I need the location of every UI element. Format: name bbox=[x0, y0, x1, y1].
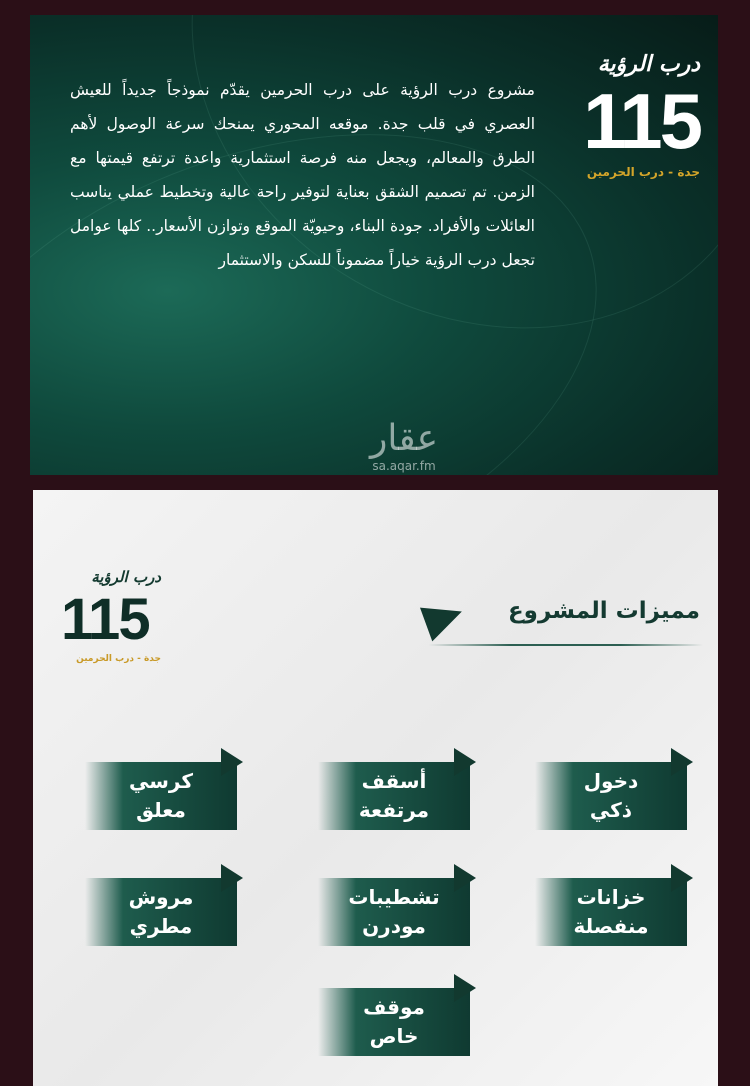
logo-subtitle: جدة - درب الحرمين bbox=[76, 654, 161, 664]
triangle-icon bbox=[221, 748, 243, 776]
feature-tile bbox=[318, 878, 470, 946]
triangle-icon bbox=[454, 748, 476, 776]
feature-line1: أسقف bbox=[361, 769, 427, 793]
logo-number: 115 bbox=[583, 77, 700, 165]
title-underline bbox=[428, 644, 703, 646]
feature-line2: ذكي bbox=[589, 798, 633, 822]
feature-line2: مطري bbox=[129, 914, 193, 938]
triangle-icon bbox=[454, 974, 476, 1002]
feature-tile bbox=[318, 988, 470, 1056]
triangle-icon bbox=[221, 864, 243, 892]
feature-line2: معلق bbox=[136, 798, 186, 822]
project-logo bbox=[61, 566, 161, 666]
feature-line2: مودرن bbox=[362, 914, 426, 938]
feature-line1: كرسي bbox=[129, 769, 193, 793]
logo-name: درب الرؤية bbox=[91, 568, 161, 586]
feature-line1: مروش bbox=[128, 885, 194, 909]
triangle-icon bbox=[671, 748, 693, 776]
feature-line1: خزانات bbox=[576, 885, 646, 909]
project-features-panel bbox=[33, 490, 718, 1086]
logo-subtitle: جدة - درب الحرمين bbox=[586, 165, 700, 179]
triangle-icon bbox=[671, 864, 693, 892]
feature-tile bbox=[318, 762, 470, 830]
logo-name: درب الرؤية bbox=[597, 51, 700, 77]
triangle-icon bbox=[454, 864, 476, 892]
watermark-text: عقار bbox=[370, 418, 439, 459]
feature-line1: تشطيبات bbox=[348, 885, 440, 909]
feature-tile bbox=[535, 762, 687, 830]
feature-line1: موقف bbox=[363, 995, 425, 1019]
logo-number: 115 bbox=[61, 587, 149, 652]
triangle-icon bbox=[420, 595, 468, 642]
feature-line2: مرتفعة bbox=[358, 798, 430, 822]
watermark-url: sa.aqar.fm bbox=[372, 459, 436, 473]
feature-tile bbox=[85, 762, 237, 830]
feature-line2: خاص bbox=[369, 1024, 419, 1048]
features-title: مميزات المشروع bbox=[507, 598, 700, 624]
feature-tile bbox=[85, 878, 237, 946]
aqar-watermark bbox=[370, 419, 438, 474]
project-logo bbox=[583, 49, 700, 181]
project-description: مشروع درب الرؤية على درب الحرمين يقدّم نموذجاً جديداً للعيش العصري في قلب جدة. موقعه المحوري يمنحك سرعة الوصول لأهم الطرق والمعالم، ويجعل منه فرصة استثمارية واعدة ترتفع قيمتها مع الزمن. تم تصميم الشقق بعناية لتوفير راحة عالية وتخطيط عملي يناسب العائلات والأفراد. جودة البناء، وحيويّة الموقع وتوازن الأسعار.. كلها عوامل تجعل درب الرؤية خياراً مضموناً للسكن والاستثمار bbox=[70, 81, 535, 269]
feature-line2: منفصلة bbox=[573, 914, 649, 938]
feature-tile bbox=[535, 878, 687, 946]
project-description-panel bbox=[30, 15, 718, 475]
feature-line1: دخول bbox=[583, 769, 639, 793]
